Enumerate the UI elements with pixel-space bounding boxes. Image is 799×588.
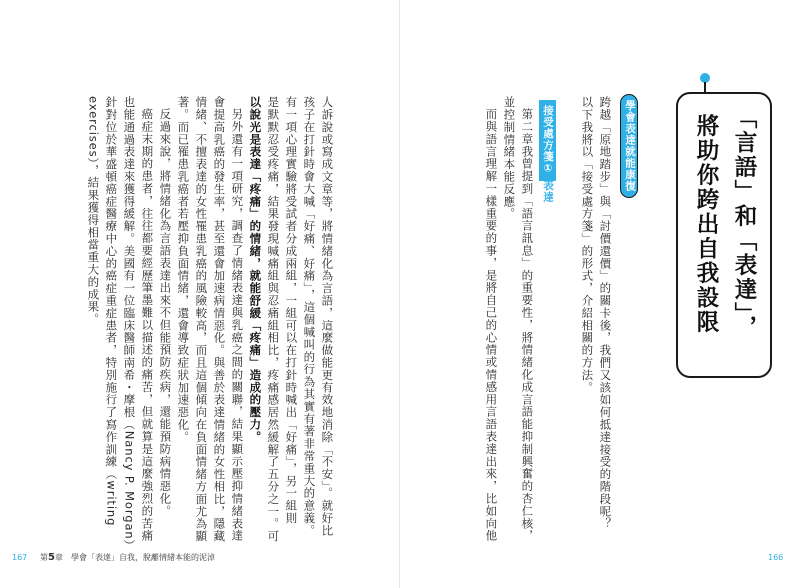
chapter-heading-line-1: 「言語」和「表達」， [731, 106, 757, 340]
book-spine [399, 0, 400, 588]
intro-line-2: 以下我將以「接受處方箋」的形式，介紹相關的方法。 [580, 96, 595, 394]
section-tag-badge: 學會表達就能康復 [620, 94, 638, 198]
left-folio: 167 [12, 553, 28, 562]
left-col-5: 以說光是表達「疼痛」的情緒，就能舒緩「疼痛」造成的壓力。 [248, 96, 263, 444]
left-col-9: 著。而已罹患乳癌者若壓抑負面情緒，還會導致症狀加速惡化。 [176, 96, 191, 444]
left-col-3: 有一項心理實驗將受試者分成兩組，一組可以在打針時喊出「好痛」，另一組則 [284, 96, 299, 525]
right-folio: 166 [768, 553, 784, 562]
left-col-13: 針對位於華盛頓癌症醫療中心的癌症重症患者，特別施行了寫作訓練（writing [104, 96, 119, 527]
left-col-6: 另外還有一項研究，調查了情緒表達與乳癌之間的關聯，結果顯示壓抑情緒表達 [230, 108, 245, 542]
prescription-badge: 接受處方箋① [539, 100, 556, 181]
left-col-4: 是默默忍受疼痛，結果發現喊痛組與忍痛組相比，疼痛感居然緩解了五分之一。可 [266, 96, 281, 543]
left-col-14: exercises），結果獲得相當重大的成果。 [86, 96, 101, 326]
running-head-title: 章 學會「表達」自我，脫離情緒本能的泥淖 [54, 553, 215, 562]
prescription-label: 表達 [542, 180, 554, 203]
body-line-1: 第二章我曾提到「語言訊息」的重要性，將情緒化成言語能抑制興奮的杏仁核， [520, 108, 535, 542]
body-line-2: 並控制情緒本能反應。 [502, 96, 517, 220]
body-line-3: 而與語言理解一樣重要的事，是將自己的心情或情感用言語表達出來，比如向他 [484, 108, 499, 542]
chapter-heading-line-2: 將助你跨出自我設限 [693, 114, 719, 335]
intro-line-1: 跨越「原地踏步」與「討價還價」的關卡後，我們又該如何抵達接受的階段呢？ [598, 96, 613, 530]
left-col-1: 人訴說或寫成文章等，將情緒化為言語，這麼做能更有效地消除「不安」。就好比 [320, 96, 335, 537]
left-col-2: 孩子在打針時會大喊「好痛、好痛」，這個喊叫的行為其實有著非常重大的意義。 [302, 96, 317, 537]
running-head-chapter-number: 5 [48, 552, 55, 563]
left-col-7: 會提高乳癌的發生率，甚至還會加速病情惡化。與善於表達情緒的女性相比，隱藏 [212, 96, 227, 543]
chapter-heading-box [676, 92, 772, 378]
running-head-prefix: 第 [40, 553, 48, 562]
left-col-11: 癌症末期的患者，往往都要經歷筆墨難以描述的痛苦，但就算是這麼強烈的苦痛 [140, 108, 155, 542]
left-col-10: 反過來說，將情緒化為言語表達出來不但能預防疾病，還能預防病情惡化。 [158, 108, 173, 518]
running-head [40, 552, 215, 563]
left-col-8: 情緒、不擅表達的女性罹患乳癌的風險較高，而且這個傾向在負面情緒方面尤為顯 [194, 96, 209, 543]
left-col-12: 也能通過表達來獲得緩解。美國有一位臨床醫師南希・摩根（Nancy P. Morgan） [122, 96, 137, 552]
